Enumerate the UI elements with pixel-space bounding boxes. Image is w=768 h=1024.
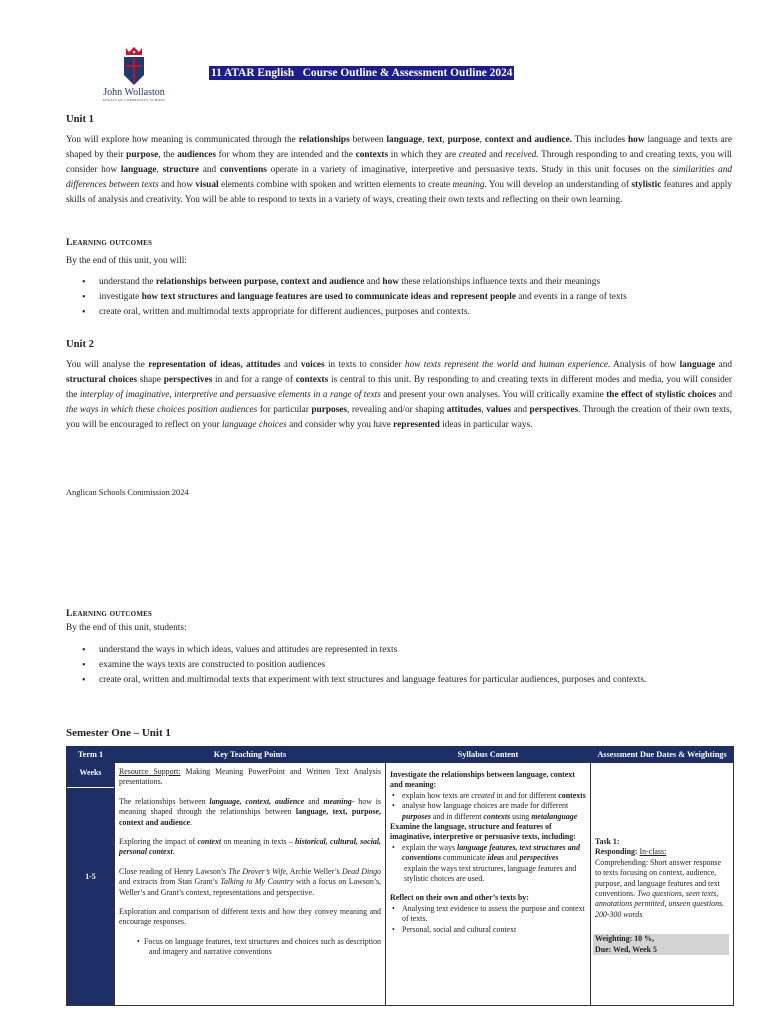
unit1-paragraph: You will explore how meaning is communicated through the relationships between language, text, purpose, context and audience. This includes how language and texts are shaped by their purpose, the audiences for whom they are intended and the contexts in which they are created and received. Through responding to and creating texts, you will consider how language, structure and conventions operate in a variety of imaginative, interpretive and persuasive texts. Study in this unit focuses on the similarities and differences between texts and how visual elements combine with spoken and written elements to create meaning. You will develop an understanding of stylistic features and apply skills of analysis and creativity. You will be able to respond to texts in a variety of ways, creating their own texts and reflecting on their own learning. [66, 135, 733, 205]
footer-note: Anglican Schools Commission 2024 [66, 488, 189, 497]
logo-text: John Wollaston [103, 87, 165, 98]
course-table [66, 746, 734, 1006]
unit1-outcomes-list [66, 276, 732, 321]
list-item: • create oral, written and multimodal texts appropriate for different audiences, purposes and contexts. [66, 306, 732, 319]
task-mode: In-class: [639, 847, 667, 857]
task-description: Comprehending: Short answer response to texts focusing on context, audience, purpose, and language features and text conventions. [595, 857, 722, 899]
table-row [67, 763, 734, 1006]
school-logo [98, 46, 170, 102]
logo-subtext: ANGLICAN COMMUNITY SCHOOL [102, 98, 166, 102]
list-item: • understand the relationships between purpose, context and audience and how these relationships influence texts and their meanings [66, 276, 732, 289]
unit2-heading: Unit 2 [66, 339, 94, 350]
page-title: 11 ATAR English Course Outline & Assessment Outline 2024 [211, 67, 513, 79]
task-weighting: Weighting: 10 %, [595, 934, 654, 944]
crest-icon [121, 46, 147, 86]
task-type: Responding: [595, 847, 638, 857]
assessment-cell [591, 763, 734, 1006]
list-item: • examine the ways texts are constructed to position audiences [66, 659, 732, 672]
list-item: • create oral, written and multimodal texts that experiment with text structures and language features for particular audiences, purposes and contexts. [66, 674, 732, 687]
col-header-syllabus: Syllabus Content [386, 747, 591, 763]
unit1-heading: Unit 1 [66, 114, 94, 125]
semester-heading: Semester One – Unit 1 [66, 727, 171, 739]
col-header-teaching-points: Key Teaching Points [115, 747, 386, 763]
weeks-cell [67, 763, 115, 1006]
col-header-assessment: Assessment Due Dates & Weightings [591, 747, 734, 763]
weeks-label: Weeks [79, 768, 102, 777]
task-name: Task 1: [595, 837, 620, 846]
unit1-outcomes-heading: Learning outcomes [66, 237, 153, 248]
syllabus-cell: Investigate the relationships between language, context and meaning: • explain how texts are created in and for different contexts • analyse how language choices are made for different purposes and in different contexts using metalanguage Examine the language, structure and features of imaginative, interpretive or persuasive texts, including: • explain the ways language features, text structures and conventions communicate ideas and perspectives explain the ways text structures, language features and stylistic choices are used. Reflect on their own and other’s texts by: • Analysing text evidence to assess the purpose and context of texts. • Personal, social and cultural context [386, 763, 591, 1006]
unit2-outcomes-intro: By the end of this unit, students: [66, 623, 187, 633]
table-header-row [67, 747, 734, 763]
list-item: • investigate how text structures and language features are used to communicate ideas and represent people and events in a range of texts [66, 291, 732, 304]
teaching-points-cell: Resource Support: Making Meaning PowerPoint and Written Text Analysis presentations. The relationships between language, context, audience and meaning- how is meaning shaped through the relationships between language, text, purpose, context and audience. Exploring the impact of context on meaning in texts – historical, cultural, social, personal context. Close reading of Henry Lawson’s The Drover’s Wife, Archie Weller’s Dead Dingo and extracts from Stan Grant’s Talking to My Country with a focus on Lawson’s, Weller’s and Grant’s context, representations and perspective. Exploration and comparison of different texts and how they convey meaning and encourage responses. • Focus on language features, text structures and choices such as description and imagery and narrative conventions [115, 763, 386, 1006]
col-header-term: Term 1 [67, 747, 115, 763]
unit2-outcomes-list [66, 644, 732, 689]
task-conditions: Two questions, seen texts, annotations permitted, unseen questions. 200-300 words [595, 889, 725, 919]
unit2-paragraph: You will analyse the representation of ideas, attitudes and voices in texts to consider how texts represent the world and human experience. Analysis of how language and structural choices shape perspectives in and for a range of contexts is central to this unit. By responding to and creating texts in different modes and media, you will consider the interplay of imaginative, interpretive and persuasive elements in a range of texts and present your own analyses. You will critically examine the effect of stylistic choices and the ways in which these choices position audiences for particular purposes, revealing and/or shaping attitudes, values and perspectives. Through the creation of their own texts, you will be encouraged to reflect on your language choices and consider why you have represented ideas in particular ways. [66, 360, 733, 430]
weeks-value: 1-5 [85, 872, 96, 881]
unit2-outcomes-heading: Learning outcomes [66, 608, 153, 619]
list-item: • understand the ways in which ideas, values and attitudes are represented in texts [66, 644, 732, 657]
unit1-outcomes-intro: By the end of this unit, you will: [66, 256, 187, 266]
task-due: Due: Wed, Week 5 [595, 944, 657, 954]
